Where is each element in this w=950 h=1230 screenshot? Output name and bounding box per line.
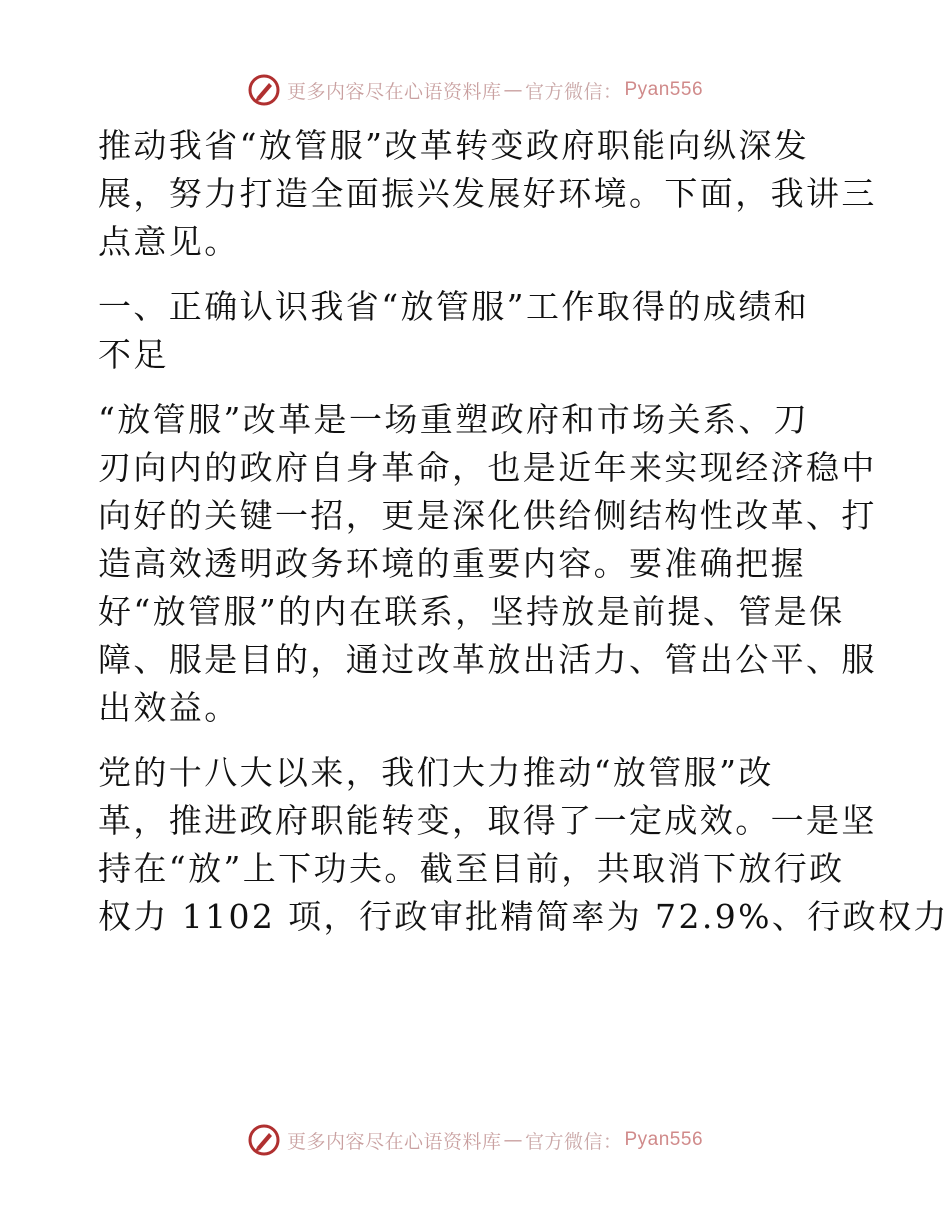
text-line: 好“放管服”的内在联系，坚持放是前提、管是保 — [98, 592, 845, 631]
footer-watermark — [0, 1120, 950, 1160]
watermark-text: 更多内容尽在心语资料库 — [286, 1130, 502, 1153]
pen-logo-icon — [247, 1123, 281, 1157]
text-line: 不足 — [98, 335, 169, 374]
paragraph-reform — [98, 396, 877, 732]
watermark-text: 更多内容尽在心语资料库 — [286, 80, 502, 103]
document-body — [98, 122, 949, 958]
text-line: 造高效透明政务环境的重要内容。要准确把握 — [98, 544, 806, 583]
pen-logo-icon — [247, 73, 281, 107]
text-line: 向好的关键一招，更是深化供给侧结构性改革、打 — [98, 496, 877, 535]
watermark-dash: — — [503, 1129, 523, 1151]
section-heading-1 — [98, 283, 850, 379]
watermark-wechat-id: Pyan556 — [624, 1129, 704, 1150]
text-line: 推动我省“放管服”改革转变政府职能向纵深发 — [98, 126, 810, 165]
text-line: 出效益。 — [98, 688, 240, 727]
text-line: 革，推进政府职能转变，取得了一定成效。一是坚 — [98, 801, 877, 840]
text-line: 点意见。 — [98, 222, 240, 261]
watermark-wechat-label: 官方微信： — [524, 1130, 623, 1153]
watermark-dash: — — [503, 79, 523, 101]
text-line: 党的十八大以来，我们大力推动“放管服”改 — [98, 753, 774, 792]
text-line: 展，努力打造全面振兴发展好环境。下面，我讲三 — [98, 174, 877, 213]
text-line: 持在“放”上下功夫。截至目前，共取消下放行政 — [98, 849, 845, 888]
header-watermark — [0, 70, 950, 110]
text-line: 一、正确认识我省“放管服”工作取得的成绩和 — [98, 287, 810, 326]
watermark-wechat-id: Pyan556 — [624, 79, 704, 100]
paragraph-achievements — [98, 749, 949, 941]
text-line: 权力 1102 项，行政审批精简率为 72.9%、行政权力 — [98, 897, 949, 936]
text-line: 障、服是目的，通过改革放出活力、管出公平、服 — [98, 640, 877, 679]
watermark-wechat-label: 官方微信： — [524, 80, 623, 103]
text-line: “放管服”改革是一场重塑政府和市场关系、刀 — [98, 400, 810, 439]
text-line: 刃向内的政府自身革命，也是近年来实现经济稳中 — [98, 448, 877, 487]
paragraph-intro — [98, 122, 877, 266]
